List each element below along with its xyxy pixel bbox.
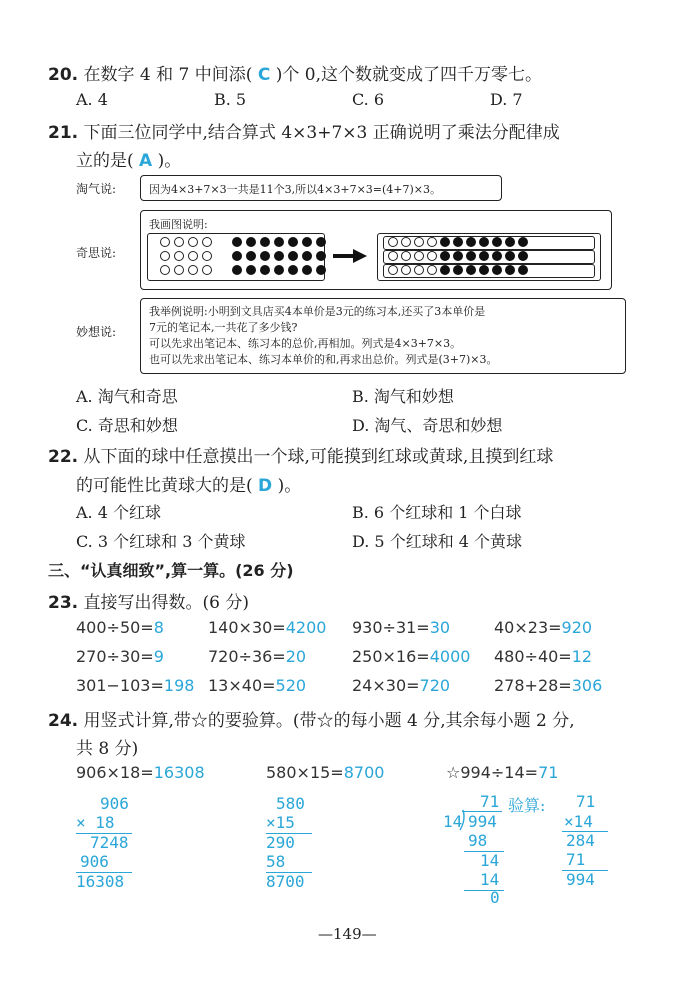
calc-expr: ☆994÷14=: [446, 763, 539, 782]
q20-number: 20.: [48, 65, 79, 85]
vertical-line: × 18: [76, 813, 115, 832]
open-dot: [160, 237, 170, 247]
dot-array-right: [377, 233, 601, 281]
filled-dot: [453, 237, 463, 247]
open-dot: [401, 251, 411, 261]
q22-text-line1: 从下面的球中任意摸出一个球,可能摸到红球或黄球,且摸到红球: [83, 447, 554, 467]
filled-dot: [505, 251, 515, 261]
filled-dot: [518, 251, 528, 261]
filled-dot: [479, 237, 489, 247]
taoqi-text: 因为4×3+7×3一共是11个3,所以4×3+7×3=(4+7)×3。: [149, 183, 442, 196]
division-divisor: 14: [443, 812, 463, 831]
open-dot: [202, 265, 212, 275]
calc-item: [76, 676, 194, 695]
filled-dot: [453, 265, 463, 275]
q24-line2: 共 8 分): [76, 739, 139, 759]
calc-answer: 12: [571, 647, 593, 666]
filled-dot: [466, 237, 476, 247]
filled-dot: [316, 265, 326, 275]
miaoxiang-speech-box: [140, 298, 626, 374]
open-dot: [388, 265, 398, 275]
miaoxiang-label: 妙想说:: [76, 325, 117, 339]
check-line: 71: [576, 792, 596, 811]
filled-dot: [492, 237, 502, 247]
filled-dot: [232, 237, 242, 247]
check-line: 284: [566, 831, 595, 850]
open-dot: [414, 237, 424, 247]
vertical-line: 580: [276, 794, 305, 813]
dot-row: [388, 237, 528, 247]
division-quotient: 71: [480, 792, 500, 811]
q24-problem-3: [446, 763, 558, 782]
open-dot: [414, 251, 424, 261]
calc-answer: 20: [285, 647, 307, 666]
open-dot: [202, 251, 212, 261]
miaoxiang-text-2: 7元的笔记本,一共花了多少钱?: [149, 321, 298, 334]
q21-number: 21.: [48, 123, 79, 143]
dot-row: [160, 237, 326, 247]
taoqi-speech-box: [140, 175, 502, 201]
q20-option-c: C. 6: [352, 90, 385, 109]
q24-text-line1: 用竖式计算,带☆的要验算。(带☆的每小题 4 分,其余每小题 2 分,: [83, 711, 575, 731]
calc-answer: 4200: [285, 618, 327, 637]
calc-item: [76, 618, 164, 637]
calc-item: [208, 618, 326, 637]
q22-option-d: D. 5 个红球和 4 个黄球: [352, 532, 523, 551]
calc-item: [76, 647, 164, 666]
q21-text-line1: 下面三位同学中,结合算式 4×3+7×3 正确说明了乘法分配律成: [83, 123, 560, 143]
calc-answer: 8: [153, 618, 164, 637]
q21-text-b: )。: [157, 151, 182, 171]
division-step: 98: [468, 831, 488, 850]
filled-dot: [316, 251, 326, 261]
check-line: ×14: [564, 812, 593, 831]
calc-answer: 8700: [343, 763, 385, 782]
calc-expr: 930÷31=: [352, 618, 430, 637]
open-dot: [427, 237, 437, 247]
division-bracket: [459, 809, 467, 831]
dot-array-left: [147, 233, 325, 281]
q20-answer: C: [257, 65, 271, 85]
filled-dot: [492, 265, 502, 275]
filled-dot: [260, 237, 270, 247]
open-dot: [160, 265, 170, 275]
q20-text-b: )个 0,这个数就变成了四千万零七。: [275, 65, 542, 85]
filled-dot: [466, 265, 476, 275]
filled-dot: [232, 251, 242, 261]
division-dividend: 994: [468, 812, 497, 831]
filled-dot: [518, 265, 528, 275]
q24-line1: [48, 706, 575, 731]
filled-dot: [232, 265, 242, 275]
vertical-line: 906: [80, 852, 109, 871]
filled-dot: [274, 265, 284, 275]
calc-expr: 400÷50=: [76, 618, 154, 637]
filled-dot: [302, 265, 312, 275]
calc-answer: 71: [538, 763, 559, 782]
q21-text-a: 立的是(: [76, 151, 134, 171]
filled-dot: [260, 251, 270, 261]
vertical-line: 8700: [266, 872, 305, 891]
filled-dot: [505, 265, 515, 275]
vertical-line: 290: [266, 833, 295, 852]
check-line: 71: [566, 850, 586, 869]
calc-answer: 198: [163, 676, 195, 695]
open-dot: [388, 251, 398, 261]
q22-option-c: C. 3 个红球和 3 个黄球: [76, 532, 246, 551]
calc-expr: 40×23=: [494, 618, 562, 637]
filled-dot: [302, 251, 312, 261]
calc-expr: 720÷36=: [208, 647, 286, 666]
qisi-label: 奇思说:: [76, 246, 117, 260]
q22-line2: [76, 471, 301, 496]
calc-expr: 580×15=: [266, 763, 344, 782]
calc-expr: 301−103=: [76, 676, 164, 695]
calc-expr: 250×16=: [352, 647, 430, 666]
dot-row: [160, 265, 326, 275]
q21-line1: [48, 118, 560, 143]
spacer: [216, 237, 228, 247]
calc-item: [352, 676, 450, 695]
filled-dot: [440, 237, 450, 247]
filled-dot: [288, 237, 298, 247]
filled-dot: [302, 237, 312, 247]
division-step: 14: [480, 870, 500, 889]
filled-dot: [274, 251, 284, 261]
dot-row: [160, 251, 326, 261]
q22-text-a: 的可能性比黄球大的是(: [76, 476, 253, 496]
open-dot: [401, 265, 411, 275]
q23-line: [48, 588, 249, 613]
filled-dot: [246, 237, 256, 247]
filled-dot: [466, 251, 476, 261]
filled-dot: [440, 265, 450, 275]
filled-dot: [479, 265, 489, 275]
filled-dot: [453, 251, 463, 261]
spacer: [216, 251, 228, 261]
calc-expr: 906×18=: [76, 763, 154, 782]
filled-dot: [492, 251, 502, 261]
calc-expr: 278+28=: [494, 676, 572, 695]
q22-text-b: )。: [277, 476, 302, 496]
calc-expr: 24×30=: [352, 676, 420, 695]
open-dot: [174, 265, 184, 275]
q20-text-a: 在数字 4 和 7 中间添(: [83, 65, 253, 85]
q22-number: 22.: [48, 447, 79, 467]
q21-option-b: B. 淘气和妙想: [352, 387, 454, 406]
vertical-line: ×15: [266, 813, 295, 832]
filled-dot: [505, 237, 515, 247]
q24-problem-1: [76, 763, 205, 782]
q22-line1: [48, 442, 553, 467]
spacer: [216, 265, 228, 275]
calc-answer: 9: [153, 647, 164, 666]
calc-answer: 16308: [153, 763, 205, 782]
q20-option-d: D. 7: [490, 90, 523, 109]
q24-number: 24.: [48, 711, 79, 731]
vertical-line: 16308: [76, 872, 125, 891]
filled-dot: [274, 237, 284, 247]
calc-answer: 720: [419, 676, 451, 695]
calc-expr: 270÷30=: [76, 647, 154, 666]
open-dot: [388, 237, 398, 247]
filled-dot: [246, 265, 256, 275]
open-dot: [188, 237, 198, 247]
q21-option-d: D. 淘气、奇思和妙想: [352, 416, 503, 435]
filled-dot: [288, 251, 298, 261]
calc-answer: 30: [429, 618, 451, 637]
q20-option-a: A. 4: [76, 90, 108, 109]
open-dot: [174, 251, 184, 261]
division-step: 14: [480, 851, 500, 870]
miaoxiang-text-3: 可以先求出笔记本、练习本的总价,再相加。列式是4×3+7×3。: [149, 337, 462, 350]
section-3-title: 三、“认真细致”,算一算。(26 分): [48, 561, 294, 580]
q22-option-b: B. 6 个红球和 1 个白球: [352, 503, 522, 522]
vertical-line: 7248: [90, 833, 129, 852]
taoqi-label: 淘气说:: [76, 182, 117, 196]
filled-dot: [479, 251, 489, 261]
open-dot: [414, 265, 424, 275]
q24-problem-2: [266, 763, 384, 782]
calc-answer: 4000: [429, 647, 471, 666]
open-dot: [188, 265, 198, 275]
page-number: —149—: [318, 925, 377, 943]
calc-expr: 13×40=: [208, 676, 276, 695]
dot-row: [388, 251, 528, 261]
calc-item: [352, 618, 450, 637]
open-dot: [427, 251, 437, 261]
filled-dot: [440, 251, 450, 261]
q21-option-c: C. 奇思和妙想: [76, 416, 178, 435]
calc-answer: 306: [571, 676, 603, 695]
q21-answer: A: [139, 151, 153, 171]
dot-row: [388, 265, 528, 275]
q20-option-b: B. 5: [214, 90, 247, 109]
check-line: 994: [566, 870, 595, 889]
open-dot: [427, 265, 437, 275]
calc-expr: 480÷40=: [494, 647, 572, 666]
check-label: 验算:: [508, 796, 546, 815]
calc-item: [494, 676, 602, 695]
q22-answer: D: [258, 476, 273, 496]
q23-number: 23.: [48, 593, 79, 613]
miaoxiang-text-4: 也可以先求出笔记本、练习本单价的和,再求出总价。列式是(3+7)×3。: [149, 353, 498, 366]
filled-dot: [518, 237, 528, 247]
open-dot: [401, 237, 411, 247]
vertical-line: 58: [266, 852, 286, 871]
calc-item: [208, 676, 306, 695]
calc-expr: 140×30=: [208, 618, 286, 637]
calc-item: [494, 647, 592, 666]
q23-text: 直接写出得数。(6 分): [83, 593, 250, 613]
filled-dot: [260, 265, 270, 275]
q21-option-a: A. 淘气和奇思: [76, 387, 178, 406]
filled-dot: [288, 265, 298, 275]
vertical-line: 906: [100, 794, 129, 813]
q20-line: [48, 60, 542, 85]
calc-answer: 920: [561, 618, 593, 637]
q21-line2: [76, 146, 181, 171]
open-dot: [202, 237, 212, 247]
filled-dot: [246, 251, 256, 261]
right-arrow-icon: [333, 249, 367, 263]
qisi-speech-box: [140, 210, 612, 290]
open-dot: [188, 251, 198, 261]
qisi-title: 我画图说明:: [149, 218, 208, 231]
division-remainder: 0: [490, 888, 500, 907]
calc-answer: 520: [275, 676, 307, 695]
calc-item: [494, 618, 592, 637]
filled-dot: [316, 237, 326, 247]
miaoxiang-text-1: 我举例说明:小明到文具店买4本单价是3元的练习本,还买了3本单价是: [149, 305, 486, 318]
open-dot: [174, 237, 184, 247]
calc-item: [208, 647, 306, 666]
calc-item: [352, 647, 470, 666]
q22-option-a: A. 4 个红球: [76, 503, 161, 522]
open-dot: [160, 251, 170, 261]
